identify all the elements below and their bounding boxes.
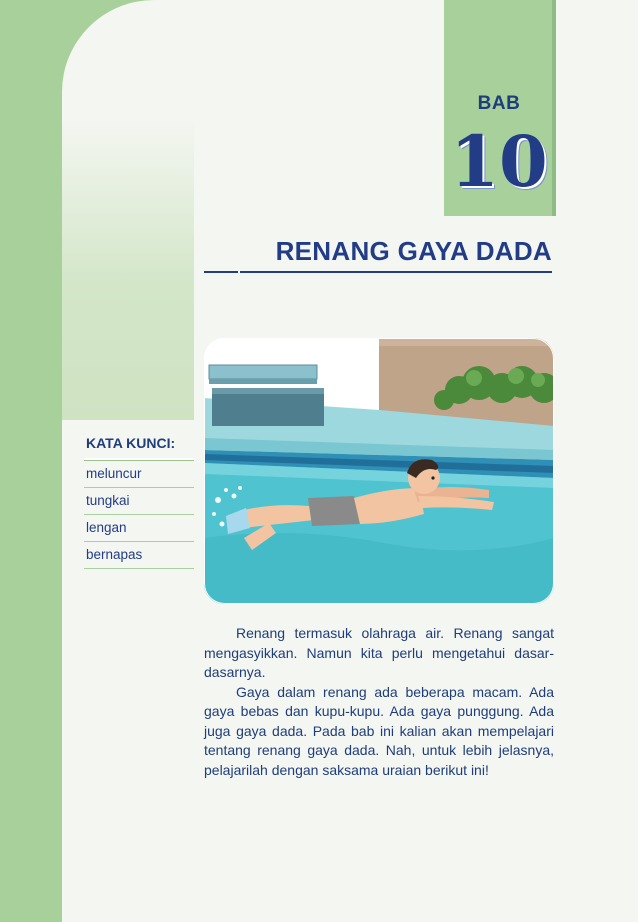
keywords-box [84,428,194,569]
intro-paragraph: Renang termasuk olahraga air. Renang sangat mengasyikkan. Namun kita perlu mengetahui dasar-dasarnya. [204,625,554,680]
title-underline-short [204,271,238,273]
intro-text [204,624,554,780]
chapter-title: RENANG GAYA DADA [275,236,552,266]
title-underline [240,271,552,273]
keyword-item: lengan [84,515,194,542]
pool-scene-svg [204,338,554,604]
keywords-heading: KATA KUNCI: [86,435,176,451]
chapter-number: 10 [450,120,548,203]
keyword-item: meluncur [84,461,194,488]
swimmer-illustration [204,338,554,604]
left-gradient-column [62,120,194,420]
keyword-item: tungkai [84,488,194,515]
chapter-label: BAB [477,93,521,114]
intro-paragraph: Gaya dalam renang ada beberapa macam. Ada gaya bebas dan kupu-kupu. Ada gaya punggung. Ada juga gaya dada. Pada bab ini kalian akan mempelajari tentang renang gaya dada. Nah, untuk lebih jelasnya, pelajarilah dengan saksama uraian berikut ini! [204,683,554,778]
keyword-item: bernapas [84,542,194,569]
left-margin-strip [0,0,62,922]
